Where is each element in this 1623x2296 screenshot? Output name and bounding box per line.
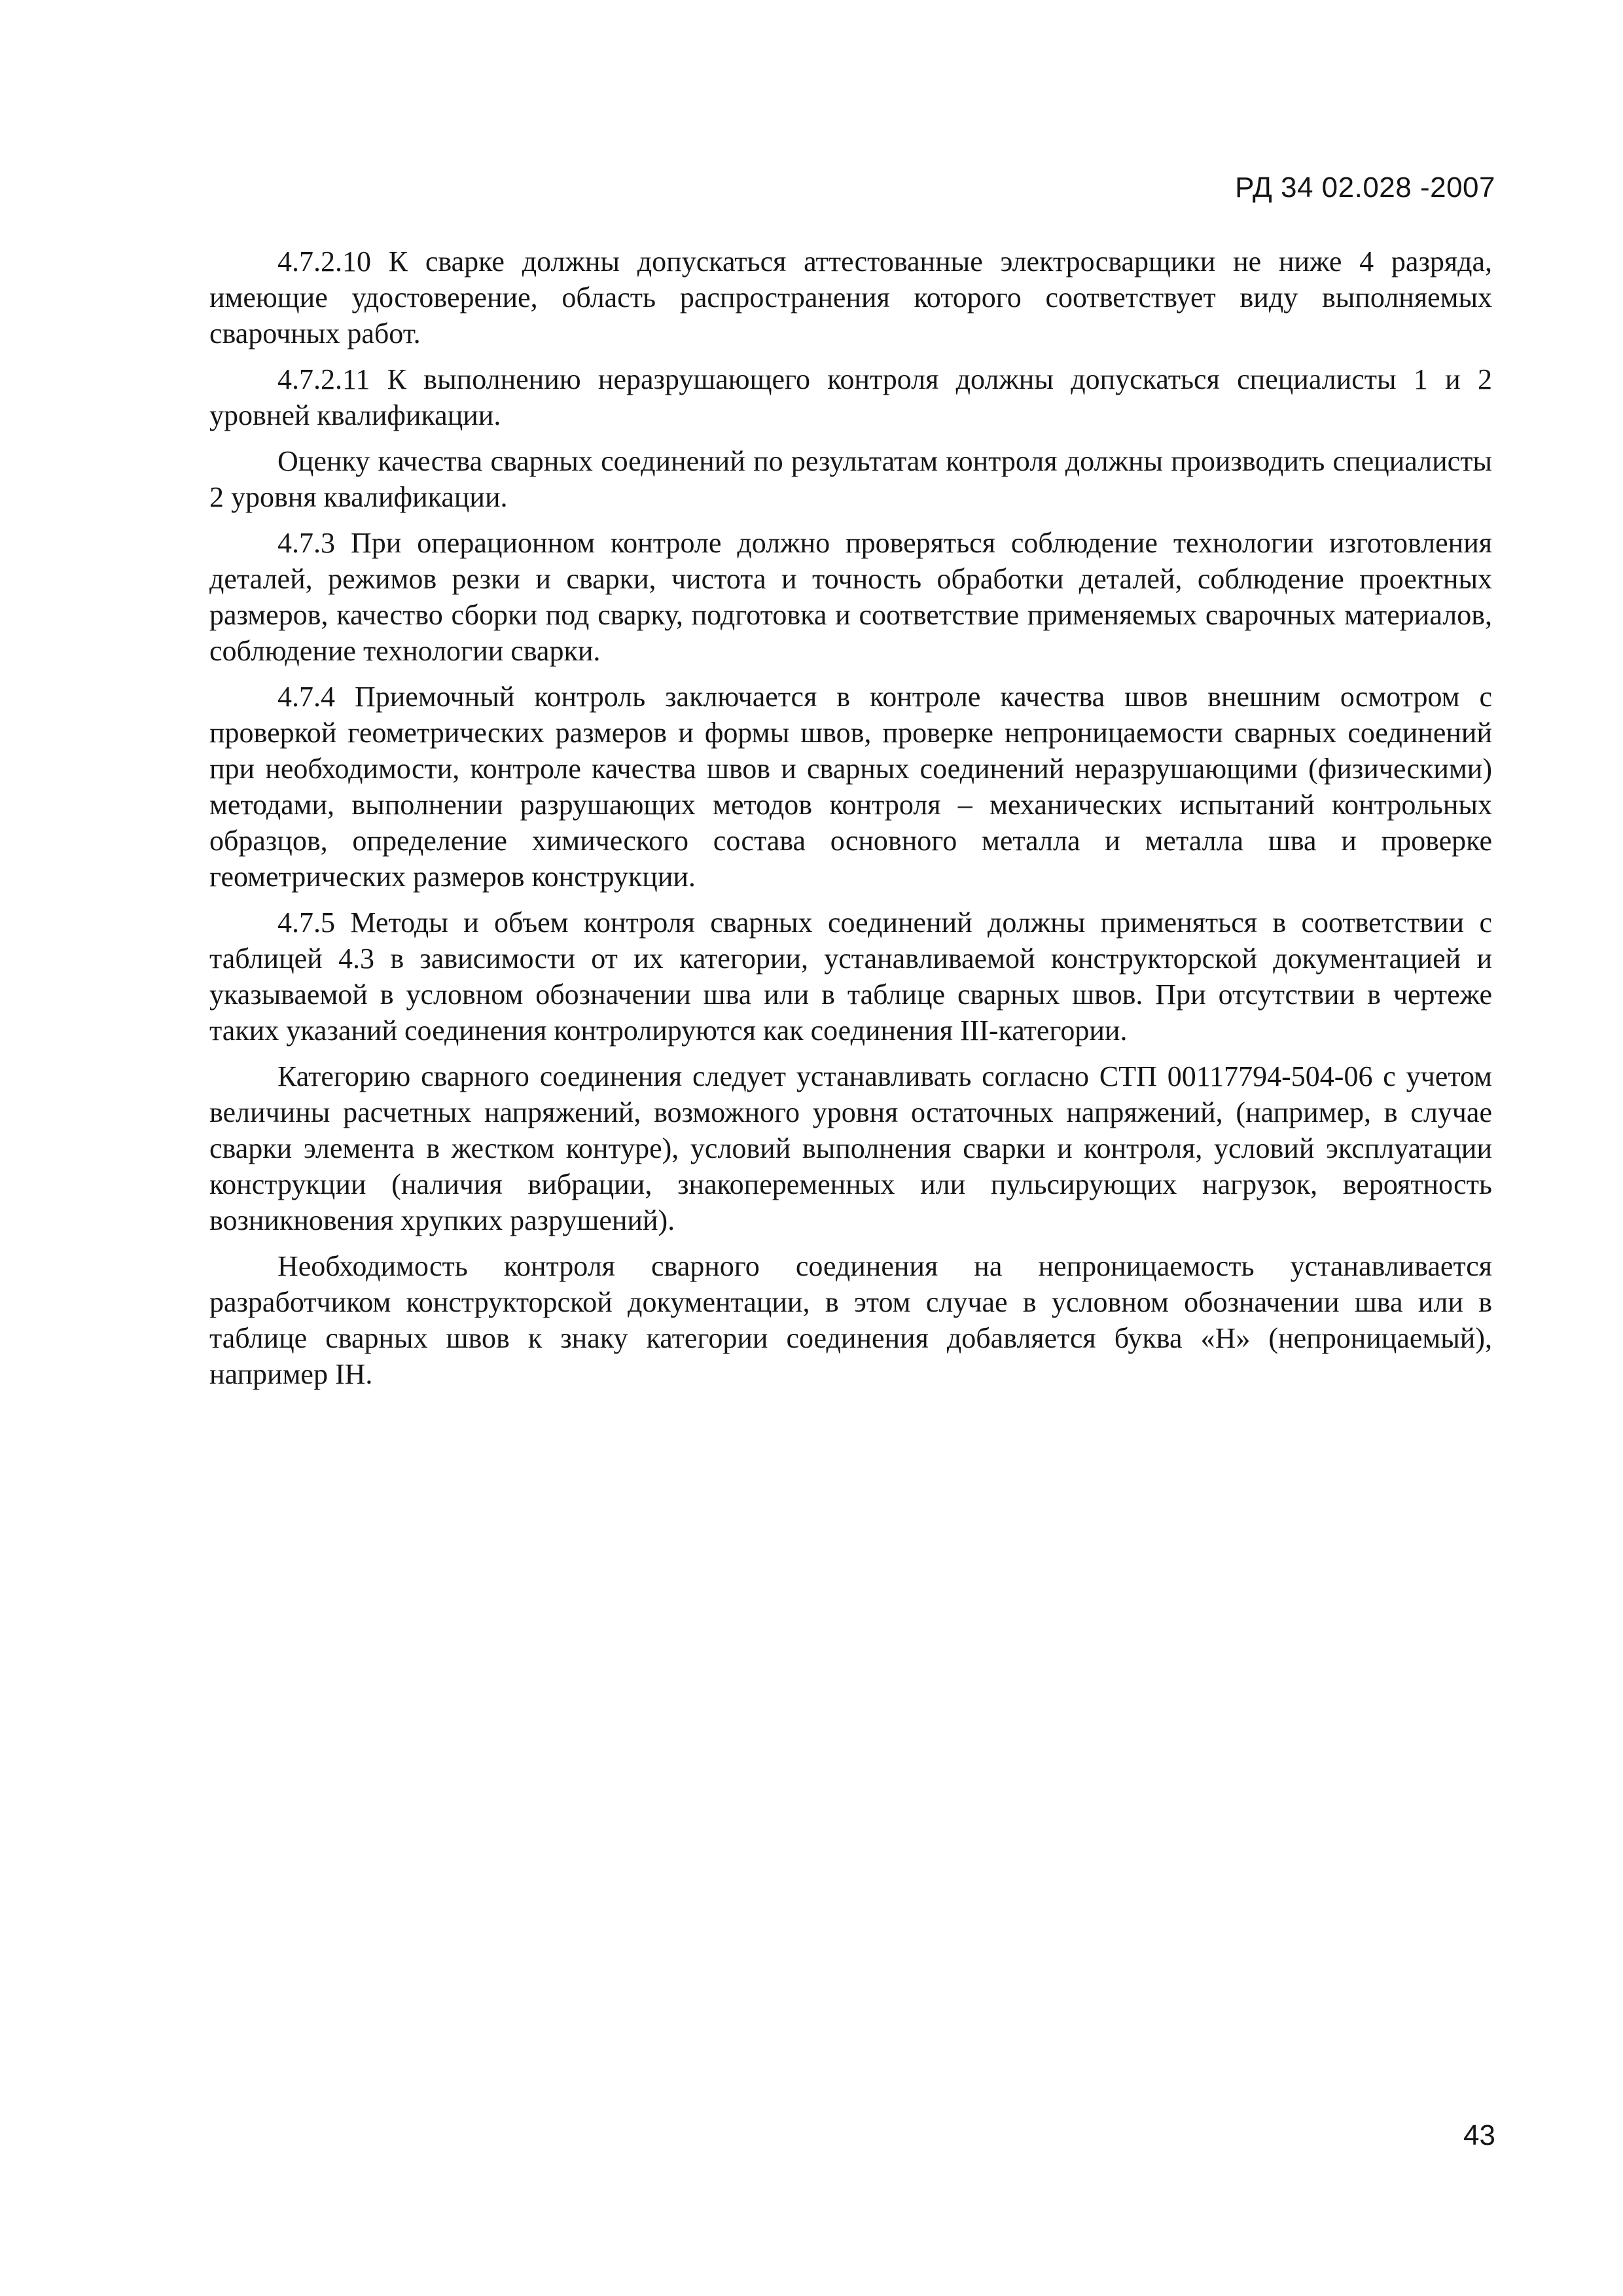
paragraph-joint-category: Категорию сварного соединения следует устанавливать согласно СТП 00117794-504-06 с учетом величины расчетных напряжений, возможного уровня остаточных напряжений, (например, в случае сварки элемента в жестком контуре), условий выполнения сварки и контроля, условий эксплуатации конструкции (наличия вибрации, знакопеременных или пульсирующих нагрузок, вероятность возникновения хрупких разрушений).: [209, 1060, 1492, 1236]
paragraph-impermeability: Необходимость контроля сварного соединения на непроницаемость устанавливается разработчиком конструкторской документации, в этом случае в условном обозначении шва или в таблице сварных швов к знаку категории соединения добавляется буква «Н» (непроницаемый), например IН.: [209, 1250, 1492, 1390]
paragraph-quality-assessment: Оценку качества сварных соединений по результатам контроля должны производить специалисты 2 уровня квалификации.: [209, 445, 1492, 513]
document-code-header: РД 34 02.028 -2007: [1235, 171, 1495, 204]
paragraph-4-7-3: 4.7.3 При операционном контроле должно проверяться соблюдение технологии изготовления деталей, режимов резки и сварки, чистота и точность обработки деталей, соблюдение проектных размеров, качество сборки под сварку, подготовка и соответствие применяемых сварочных материалов, соблюдение технологии сварки.: [209, 527, 1492, 667]
paragraph-4-7-4: 4.7.4 Приемочный контроль заключается в контроле качества швов внешним осмотром с проверкой геометрических размеров и формы швов, проверке непроницаемости сварных соединений при необходимости, контроле качества швов и сварных соединений неразрушающими (физическими) методами, выполнении разрушающих методов контроля – механических испытаний контрольных образцов, определение химического состава основного металла и металла шва и проверке геометрических размеров конструкции.: [209, 681, 1492, 893]
paragraph-4-7-5: 4.7.5 Методы и объем контроля сварных соединений должны применяться в соответствии с таблицей 4.3 в зависимости от их категории, устанавливаемой конструкторской документацией и указываемой в условном обозначении шва или в таблице сварных швов. При отсутствии в чертеже таких указаний соединения контролируются как соединения III-категории.: [209, 906, 1492, 1047]
paragraph-4-7-2-10: 4.7.2.10 К сварке должны допускаться аттестованные электросварщики не ниже 4 разряда, имеющие удостоверение, область распространения которого соответствует виду выполняемых сварочных работ.: [209, 245, 1492, 350]
page-number: 43: [1463, 2119, 1495, 2151]
document-body: [209, 243, 1492, 1402]
paragraph-4-7-2-11: 4.7.2.11 К выполнению неразрушающего контроля должны допускаться специалисты 1 и 2 уровней квалификации.: [209, 363, 1492, 431]
